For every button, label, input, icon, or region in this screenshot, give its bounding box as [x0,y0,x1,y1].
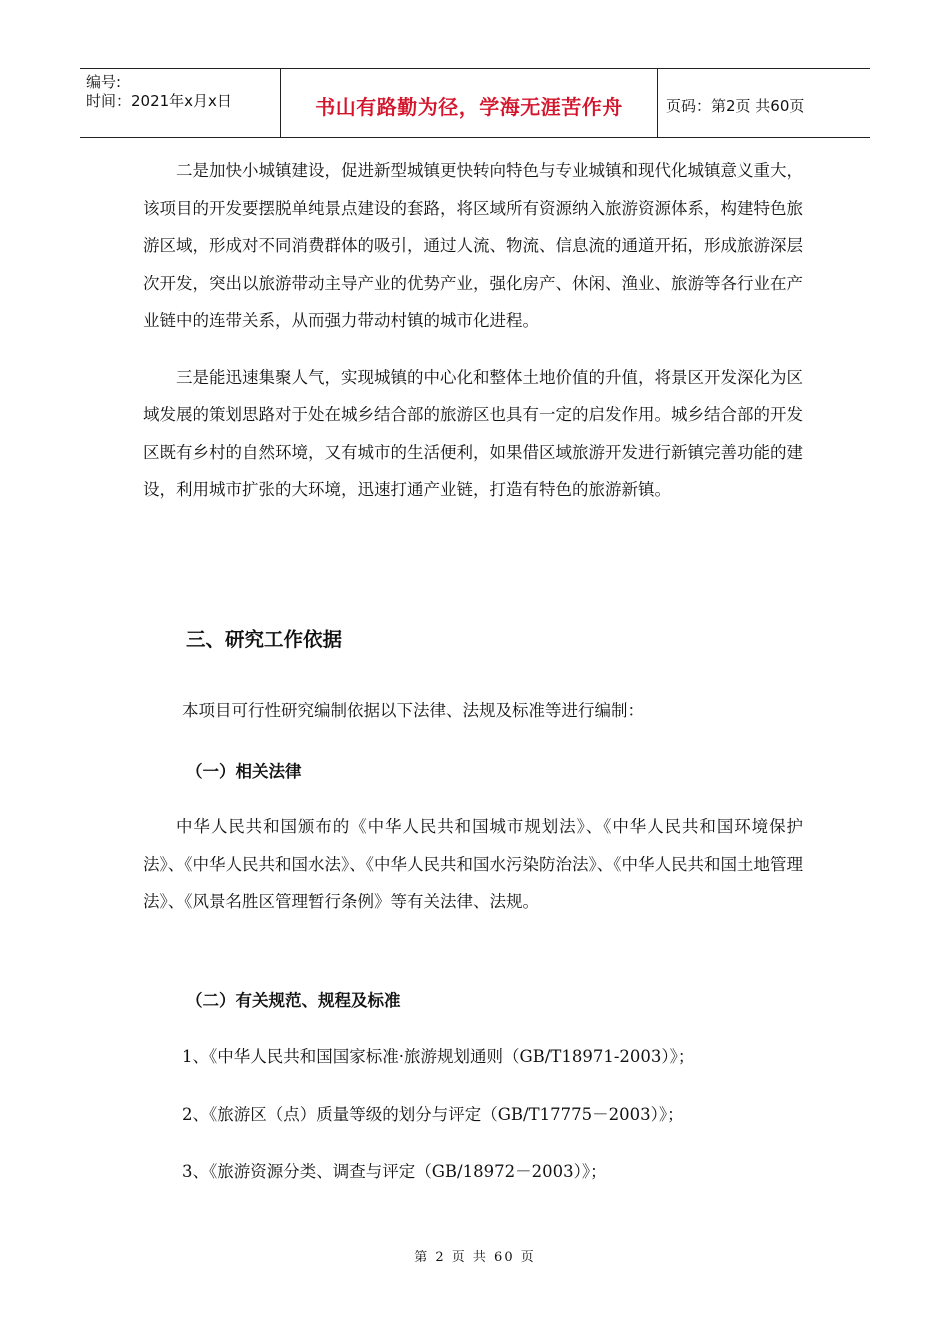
subheading-standards: （二）有关规范、规程及标准 [186,991,401,1010]
page-footer: 第 2 页 共 60 页 [414,1250,536,1265]
section-heading: 三、研究工作依据 [186,628,343,651]
paragraph-popularity-gathering: 三是能迅速集聚人气，实现城镇的中心化和整体土地价值的升值，将景区开发深化为区域发展的策划思路对于处在城乡结合部的旅游区也具有一定的启发作用。城乡结合部的开发区既有乡村的自然环境，又有城市的生活便利，如果借区域旅游开发进行新镇完善功能的建设，利用城市扩张的大环境，迅速打通产业链，打造有特色的旅游新镇。 [143,367,803,499]
body-content [143,152,803,509]
standard-item-1: 1、《中华人民共和国国家标准·旅游规划通则（GB/T18971-2003）》； [182,1047,695,1066]
header-page-info: 页码：第2页 共60页 [666,96,805,115]
paragraph-small-town-construction: 二是加快小城镇建设，促进新型城镇更快转向特色与专业城镇和现代化城镇意义重大，该项目的开发要摆脱单纯景点建设的套路，将区域所有资源纳入旅游资源体系，构建特色旅游区域，形成对不同消费群体的吸引，通过人流、物流、信息流的通道开拓，形成旅游深层次开发，突出以旅游带动主导产业的优势产业，强化房产、休闲、渔业、旅游等各行业在产业链中的连带关系，从而强力带动村镇的城市化进程。 [143,161,803,330]
header-motto: 书山有路勤为径，学海无涯苦作舟 [281,69,658,137]
intro-paragraph: 本项目可行性研究编制依据以下法律、法规及标准等进行编制： [182,701,644,720]
standard-item-3: 3、《旅游资源分类、调查与评定（GB/18972－2003）》； [182,1162,607,1181]
paragraph-laws: 中华人民共和国颁布的《中华人民共和国城市规划法》、《中华人民共和国环境保护法》、《中华人民共和国水法》、《中华人民共和国水污染防治法》、《中华人民共和国土地管理法》、《风景名胜区管理暂行条例》等有关法律、法规。 [143,817,803,911]
subheading-laws: （一）相关法律 [186,762,302,781]
document-date-label: 时间：2021年x月x日 [86,92,232,110]
header-meta-cell [80,69,281,137]
standard-item-2: 2、《旅游区（点）质量等级的划分与评定（GB/T17775－2003）》； [182,1105,684,1124]
document-header [80,68,870,138]
laws-block [143,808,803,921]
document-number-label: 编号: [86,73,122,91]
